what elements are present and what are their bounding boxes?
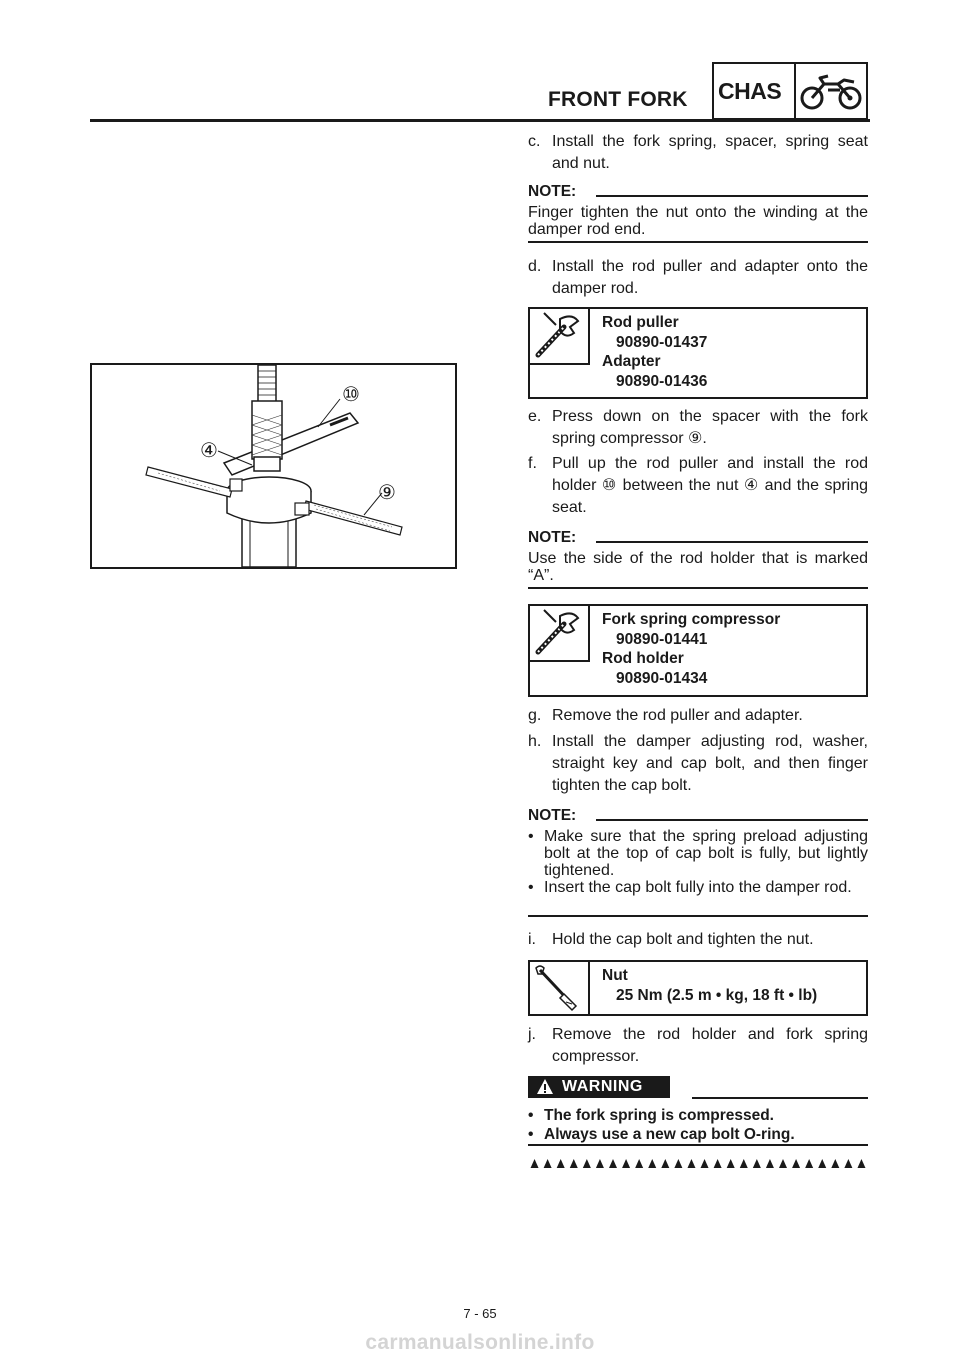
end-marker-triangle [714,1159,722,1168]
step-text: Pull up the rod puller and install the rod holder [552,455,868,494]
note-rule-top [596,195,868,197]
callout-10: ⑩ [342,382,360,406]
note-text: Finger tighten the nut onto the winding at the damper rod end. [528,204,868,238]
step-d [528,256,868,300]
tool-part-number: 90890-01436 [616,372,708,390]
note-heading: NOTE: [528,183,577,200]
special-tool-icon [530,606,590,662]
torque-wrench-icon [530,962,590,1014]
end-marker-triangle [844,1159,852,1168]
warning-bullet: • The fork spring is compressed. [528,1106,868,1125]
motorcycle-icon [798,70,866,114]
step-label: c. [528,133,541,150]
note-rule-top [596,819,868,821]
step-f [528,453,868,519]
end-marker-triangle [583,1159,591,1168]
step-label: j. [528,1026,536,1043]
note-heading: NOTE: [528,529,577,546]
torque-spec-box [528,960,868,1016]
step-text: and the spring seat. [552,477,869,516]
callout-9: ⑨ [378,480,396,504]
special-tool-box [528,604,868,697]
tool-part-number: 90890-01437 [616,333,708,351]
end-marker-triangle [701,1159,709,1168]
tool-part-number: 90890-01441 [616,630,708,648]
end-marker-triangle [805,1159,813,1168]
tool-name: Fork spring compressor [602,611,781,628]
step-text: Install the fork spring, spacer, spring seat and nut. [552,133,868,172]
step-text: Remove the rod puller and adapter. [552,707,803,724]
end-marker-triangle [609,1159,617,1168]
end-marker-triangle [661,1159,669,1168]
end-marker-triangle [622,1159,630,1168]
callout-4: ④ [200,438,218,462]
end-marker-triangle [557,1159,565,1168]
end-marker-triangle [779,1159,787,1168]
end-marker-triangle [857,1159,865,1168]
end-marker-triangle [753,1159,761,1168]
note-bullet: • Make sure that the spring preload adjusting bolt at the top of cap bolt is fully, but lightly tightened. [528,828,868,879]
tool-name: Adapter [602,353,661,370]
end-marker-triangle [818,1159,826,1168]
note-bullets [528,828,868,896]
note-heading: NOTE: [528,807,577,824]
warning-rule-top [692,1097,868,1099]
tool-name: Rod holder [602,650,684,667]
step-text: . [702,430,707,447]
step-text: Press down on the spacer with the fork spring compressor [552,408,868,447]
fork-spring-compressor-illustration [92,365,455,567]
step-c [528,131,868,175]
step-text: Remove the rod holder and fork spring compressor. [552,1026,868,1065]
note-rule-top [596,541,868,543]
step-label: i. [528,931,536,948]
end-marker-triangle [740,1159,748,1168]
section-code: CHAS [718,78,782,104]
section-tab-divider [794,62,796,120]
step-label: g. [528,707,542,724]
end-marker-triangle [635,1159,643,1168]
note-bullet: • Insert the cap bolt fully into the damper rod. [528,879,868,896]
warning-label: WARNING [562,1078,643,1095]
step-label: e. [528,408,542,425]
watermark: carmanualsonline.info [365,1331,595,1354]
end-marker-triangle [792,1159,800,1168]
note-rule-bottom [528,587,868,589]
step-label: f. [528,455,537,472]
end-marker-triangle [596,1159,604,1168]
end-marker-triangle [531,1159,539,1168]
part-ref: ⑨ [688,430,703,447]
special-tool-box [528,307,868,399]
end-marker-triangle [648,1159,656,1168]
note-text: Use the side of the rod holder that is marked “A”. [528,550,868,584]
tool-name: Rod puller [602,314,679,331]
step-j [528,1024,868,1068]
warning-rule-bottom [528,1144,868,1146]
step-g [528,705,868,727]
tool-part-number: 90890-01434 [616,669,708,687]
warning-bullet: • Always use a new cap bolt O-ring. [528,1125,868,1144]
step-text: Hold the cap bolt and tighten the nut. [552,931,814,948]
end-marker-triangle [687,1159,695,1168]
warning-end-marker [528,1157,868,1169]
step-h [528,731,868,797]
step-label: h. [528,733,542,750]
end-marker-triangle [766,1159,774,1168]
warning-triangle-icon [536,1078,554,1096]
end-marker-triangle [831,1159,839,1168]
end-marker-triangle [544,1159,552,1168]
part-ref: ⑩ [601,477,618,494]
part-ref: ④ [743,477,760,494]
step-text: Install the damper adjusting rod, washer, straight key and cap bolt, and then finger tighten the cap bolt. [552,733,868,794]
page-title: FRONT FORK [548,88,688,111]
special-tool-icon [530,309,590,365]
step-text: between the nut [617,477,744,494]
end-marker-triangle [674,1159,682,1168]
step-label: d. [528,258,542,275]
torque-part: Nut [602,967,628,984]
warning-badge [528,1076,670,1098]
step-text: Install the rod puller and adapter onto the damper rod. [552,258,868,297]
note-rule-bottom [528,915,868,917]
step-e [528,406,868,450]
warning-bullets [528,1106,868,1144]
note-rule-bottom [528,241,868,243]
torque-value: 25 Nm (2.5 m • kg, 18 ft • lb) [616,986,818,1004]
page-number: 7 - 65 [463,1306,497,1321]
end-marker-triangle [727,1159,735,1168]
step-i [528,929,868,951]
end-marker-triangle [570,1159,578,1168]
